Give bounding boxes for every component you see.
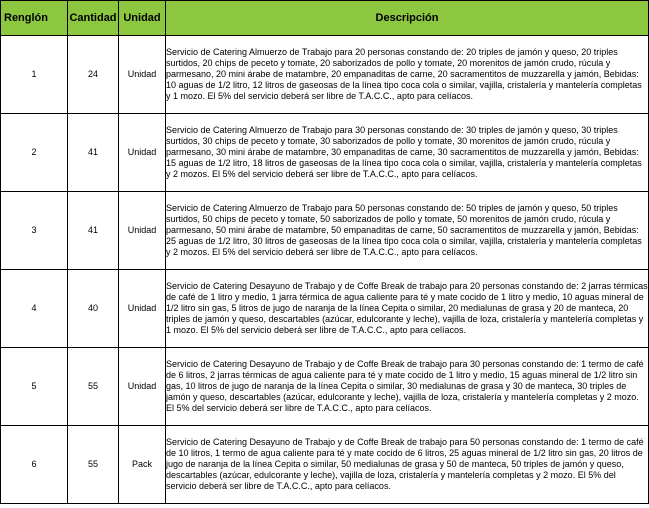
descripcion-cell: Servicio de Catering Desayuno de Trabajo y de Coffe Break de trabajo para 30 personas constando de: 1 termo de café de 6 litros, 2 jarras térmicas de agua caliente para té y mate cocido de 1 litro y medio, 15 aguas mineral de 1/2 litro sin gas, 10 litros de jugo de naranja de la línea Cepita o similar, 30 medialunas de grasa y 30 de manteca, 30 triples de jamón y queso, descartables (azúcar, edulcorante y leche), vajilla de loza, cristalería y mantelería completas y 2 mozo. El 5% del servicio deberá ser libre de T.A.C.C., apto para celíacos. [166, 348, 649, 426]
cantidad-cell: 55 [68, 348, 119, 426]
renglon-cell: 1 [1, 36, 68, 114]
unidad-cell: Unidad [119, 270, 166, 348]
unidad-cell: Unidad [119, 192, 166, 270]
cantidad-cell: 41 [68, 114, 119, 192]
header-unidad: Unidad [119, 1, 166, 36]
cantidad-cell: 40 [68, 270, 119, 348]
descripcion-cell: Servicio de Catering Desayuno de Trabajo y de Coffe Break de trabajo para 20 personas constando de: 2 jarras térmicas de café de 1 litro y medio, 1 jarra térmica de agua caliente para té y mate cocido de 1 litro y medio, 10 aguas mineral de 1/2 litro sin gas, 5 litros de jugo de naranja de la línea Cepita o similar, 20 medialunas de grasa y 20 de manteca, 20 triples de jamón y queso, descartables (azúcar, edulcorante y leche), vajilla de loza, cristalería y mantelería completas y 1 mozo. El 5% del servicio deberá ser libre de T.A.C.C., apto para celíacos. [166, 270, 649, 348]
unidad-cell: Pack [119, 426, 166, 504]
header-cantidad: Cantidad [68, 1, 119, 36]
table-row [1, 426, 649, 504]
unidad-cell: Unidad [119, 114, 166, 192]
descripcion-cell: Servicio de Catering Desayuno de Trabajo y de Coffe Break de trabajo para 50 personas constando de: 1 termo de café de 10 litros, 1 termo de agua caliente para té y mate cocido de 6 litros, 25 aguas mineral de 1/2 litro sin gas, 20 litros de jugo de naranja de la línea Cepita o similar, 50 medialunas de grasa y 50 de manteca, 50 triples de jamón y queso, descartables (azúcar, edulcorante y leche), vajilla de loza, cristalería y mantelería completas y 2 mozo. El 5% del servicio deberá ser libre de T.A.C.C., apto para celíacos. [166, 426, 649, 504]
renglon-cell: 4 [1, 270, 68, 348]
descripcion-cell: Servicio de Catering Almuerzo de Trabajo para 20 personas constando de: 20 triples de jamón y queso, 20 triples surtidos, 20 chips de peceto y tomate, 20 saborizados de pollo y tomate, 20 morenitos de jamón crudo, rúcula y parmesano, 20 mini árabe de matambre, 20 empanaditas de carne, 20 sacramentitos de muzzarella y jamón, Bebidas: 10 aguas de 1/2 litro, 12 litros de gaseosas de la línea tipo coca cola o similar, vajilla, cristalería y mantelería completas y 1 mozo. El 5% del servicio deberá ser libre de T.A.C.C., apto para celíacos. [166, 36, 649, 114]
renglon-cell: 6 [1, 426, 68, 504]
unidad-cell: Unidad [119, 36, 166, 114]
renglon-cell: 5 [1, 348, 68, 426]
cantidad-cell: 41 [68, 192, 119, 270]
descripcion-cell: Servicio de Catering Almuerzo de Trabajo para 30 personas constando de: 30 triples de jamón y queso, 30 triples surtidos, 30 chips de peceto y tomate, 30 saborizados de pollo y tomate, 30 morenitos de jamón crudo, rúcula y parmesano, 30 mini árabe de matambre, 30 empanaditas de carne, 30 sacramentitos de muzzarella y jamón, Bebidas: 15 aguas de 1/2 litro, 18 litros de gaseosas de la línea tipo coca cola o similar, vajilla, cristalería y mantelería completas y 2 mozos. El 5% del servicio deberá ser libre de T.A.C.C., apto para celíacos. [166, 114, 649, 192]
header-descripcion: Descripción [166, 1, 649, 36]
table-row [1, 192, 649, 270]
table-row [1, 348, 649, 426]
cantidad-cell: 55 [68, 426, 119, 504]
renglon-cell: 3 [1, 192, 68, 270]
header-renglon: Renglón [1, 1, 68, 36]
cantidad-cell: 24 [68, 36, 119, 114]
table-row [1, 36, 649, 114]
unidad-cell: Unidad [119, 348, 166, 426]
table-header-row [1, 1, 649, 36]
table-row [1, 114, 649, 192]
table-row [1, 270, 649, 348]
descripcion-cell: Servicio de Catering Almuerzo de Trabajo para 50 personas constando de: 50 triples de jamón y queso, 50 triples surtidos, 50 chips de peceto y tomate, 50 saborizados de pollo y tomate, 50 morenitos de jamón crudo, rúcula y parmesano, 50 mini árabe de matambre, 50 empanaditas de carne, 50 sacramentitos de muzzarella y jamón, Bebidas: 25 aguas de 1/2 litro, 30 litros de gaseosas de la línea tipo coca cola o similar, vajilla, cristalería y mantelería completas y 2 mozos. El 5% del servicio deberá ser libre de T.A.C.C., apto para celíacos. [166, 192, 649, 270]
renglon-cell: 2 [1, 114, 68, 192]
